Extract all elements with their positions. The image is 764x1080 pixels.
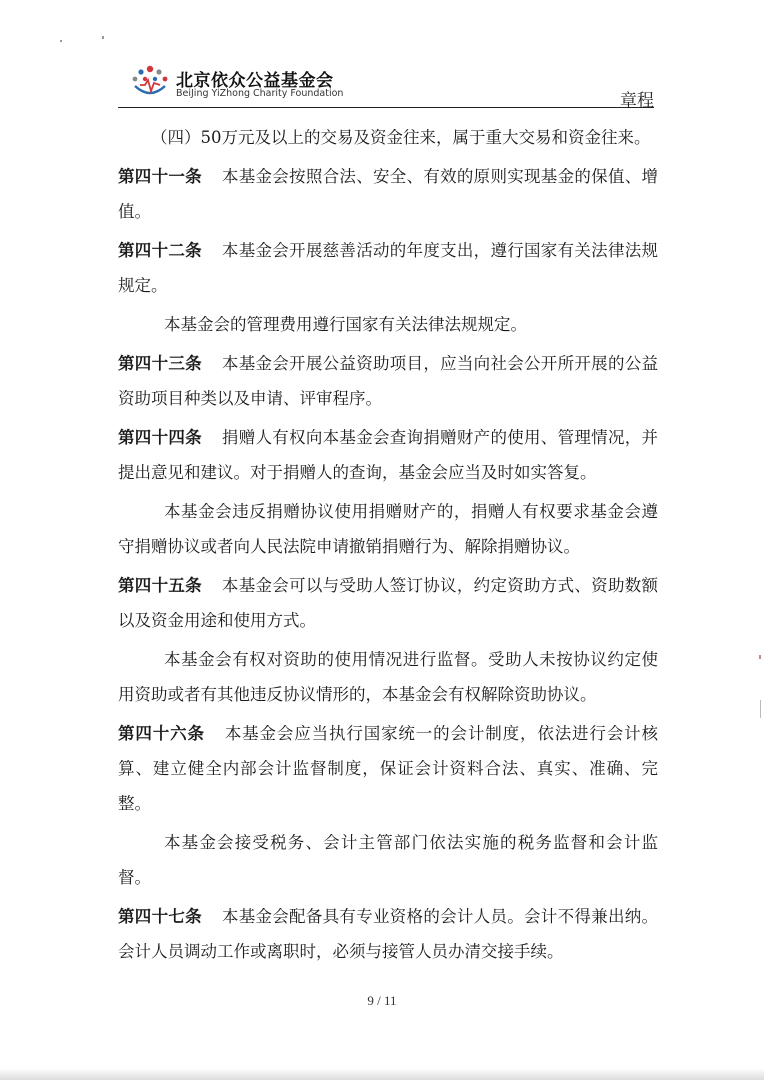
page-number: 9 / 11 xyxy=(367,993,397,1008)
article-number: 第四十五条 xyxy=(118,576,202,595)
paragraph-text: 本基金会配备具有专业资格的会计人员。会计不得兼出纳。会计人员调动工作或离职时，必须与接管人员办清交接手续。 xyxy=(118,907,659,961)
paragraph-text: （四）50万元及以上的交易及资金往来，属于重大交易和资金往来。 xyxy=(151,128,651,147)
article-paragraph xyxy=(118,159,658,229)
org-name-en: BeiJing YiZhong Charity Foundation xyxy=(176,88,344,99)
scan-speck xyxy=(760,700,761,718)
article-number: 第四十三条 xyxy=(118,354,202,373)
article-paragraph xyxy=(118,233,658,303)
article-paragraph xyxy=(118,899,658,969)
article-paragraph xyxy=(118,346,658,416)
paragraph xyxy=(118,825,658,895)
paragraph-text: 本基金会应当执行国家统一的会计制度，依法进行会计核算、建立健全内部会计监督制度，保证会计资料合法、真实、准确、完整。 xyxy=(118,724,659,813)
article-number: 第四十六条 xyxy=(118,724,205,743)
article-paragraph xyxy=(118,420,658,490)
paragraph-text: 捐赠人有权向本基金会查询捐赠财产的使用、管理情况，并提出意见和建议。对于捐赠人的查询，基金会应当及时如实答复。 xyxy=(118,428,659,482)
org-name-cn: 北京依众公益基金会 xyxy=(176,71,334,91)
article-paragraph xyxy=(118,716,658,821)
article-number: 第四十二条 xyxy=(118,241,202,260)
article-number: 第四十七条 xyxy=(118,907,202,926)
paragraph xyxy=(118,307,658,342)
document-body xyxy=(118,120,658,969)
paragraph-text: 本基金会按照合法、安全、有效的原则实现基金的保值、增值。 xyxy=(118,167,659,221)
scan-speck xyxy=(759,655,761,659)
paragraph xyxy=(118,494,658,564)
document-type-label: 章程 xyxy=(620,91,654,111)
paragraph-text: 本基金会有权对资助的使用情况进行监督。受助人未按协议约定使用资助或者有其他违反协议情形的，本基金会有权解除资助协议。 xyxy=(118,650,658,704)
paragraph-text: 本基金会开展公益资助项目，应当向社会公开所开展的公益资助项目种类以及申请、评审程序。 xyxy=(118,354,659,408)
scan-speck xyxy=(60,40,62,42)
paragraph-text: 本基金会的管理费用遵行国家有关法律法规规定。 xyxy=(164,315,527,334)
scan-speck xyxy=(102,36,104,39)
paragraph-text: 本基金会违反捐赠协议使用捐赠财产的，捐赠人有权要求基金会遵守捐赠协议或者向人民法院申请撤销捐赠行为、解除捐赠协议。 xyxy=(118,502,658,556)
scan-bottom-edge xyxy=(0,1068,764,1080)
article-paragraph xyxy=(118,568,658,638)
foundation-logo-icon xyxy=(130,64,170,100)
paragraph-text: 本基金会接受税务、会计主管部门依法实施的税务监督和会计监督。 xyxy=(118,833,658,887)
header-divider xyxy=(118,107,654,108)
paragraph-text: 本基金会开展慈善活动的年度支出，遵行国家有关法律法规规定。 xyxy=(118,241,659,295)
paragraph xyxy=(118,642,658,712)
paragraph xyxy=(118,120,658,155)
page-header xyxy=(118,58,654,111)
article-number: 第四十一条 xyxy=(118,167,202,186)
article-number: 第四十四条 xyxy=(118,428,202,447)
paragraph-text: 本基金会可以与受助人签订协议，约定资助方式、资助数额以及资金用途和使用方式。 xyxy=(118,576,659,630)
